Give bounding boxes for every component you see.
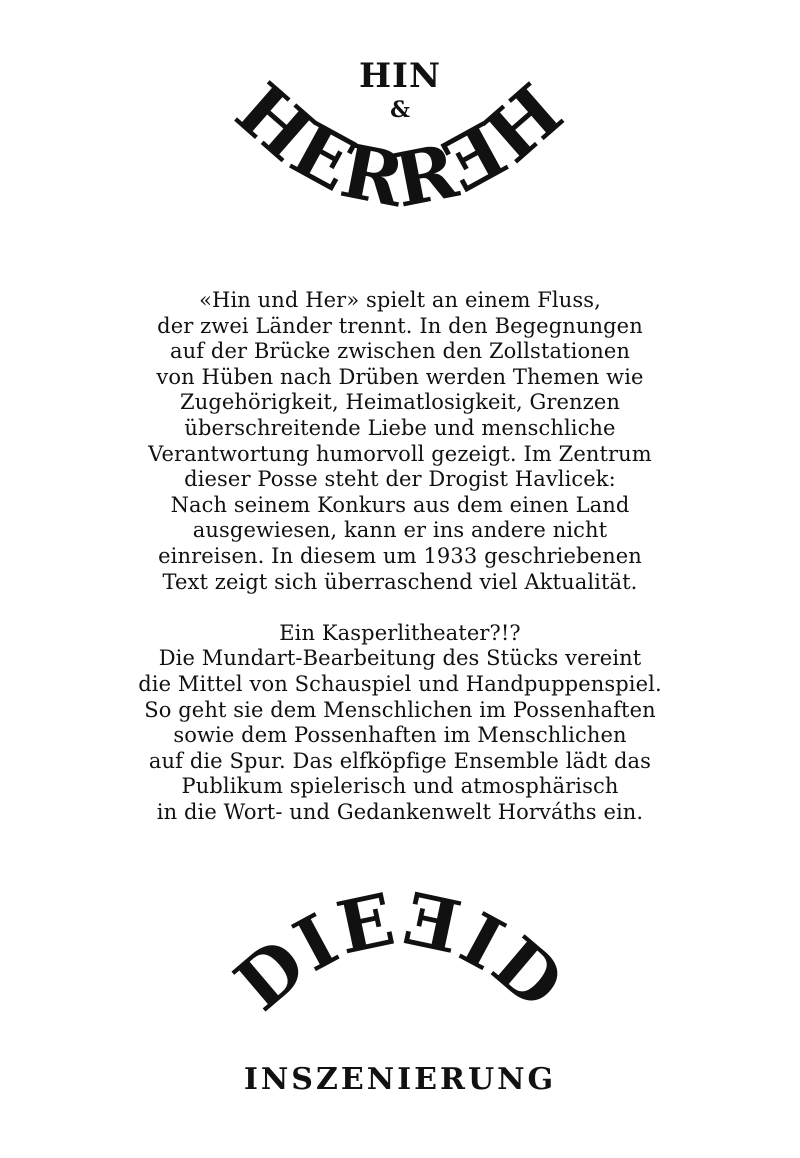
text-line: «Hin und Her» spielt an einem Fluss, [199,288,601,312]
text-line: Die Mundart-Bearbeitung des Stücks vereint [158,646,642,671]
paragraph-1 [40,288,760,595]
text-line: der zwei Länder trennt. In den Begegnungen [157,313,643,338]
paragraph-2 [40,621,760,826]
text-line: die Mittel von Schauspiel und Handpuppenspiel. [138,671,662,696]
text-line: Nach seinem Konkurs aus dem einen Land [170,492,630,517]
text-line: auf der Brücke zwischen den Zollstationen [170,339,630,364]
logo-ampersand: & [390,97,410,123]
text-line: einreisen. In diesem um 1933 geschriebenen [158,543,642,568]
logo-top-herreh [0,40,800,240]
text-line: überschreitende Liebe und menschliche [184,415,616,440]
herreh-arc-svg [0,40,800,240]
text-line: Text zeigt sich überraschend viel Aktualität. [162,569,638,594]
text-line: Ein Kasperlitheater?!? [279,620,521,645]
inszenierung-label: INSZENIERUNG [243,1062,557,1097]
logo-hin-text: HIN [358,56,442,96]
text-line: Zugehörigkeit, Heimatlosigkeit, Grenzen [180,390,620,415]
logo-bottom-dieeid [0,890,800,1060]
text-line: Verantwortung humorvoll gezeigt. Im Zentrum [148,441,652,466]
text-line: ausgewiesen, kann er ins andere nicht [192,518,608,543]
text-line: dieser Posse steht der Drogist Havlicek: [184,467,616,492]
description-text [40,288,760,825]
paragraph-gap [40,595,760,621]
text-line: von Hüben nach Drüben werden Themen wie [156,364,644,389]
herreh-arc-text: HERRƎH [219,67,581,225]
dieeid-arc-svg [0,890,800,1060]
text-line: auf die Spur. Das elfköpfige Ensemble lädt das [148,748,652,773]
text-line: Publikum spielerisch und atmosphärisch [181,774,619,799]
text-line: So geht sie dem Menschlichen im Possenhaften [144,697,656,722]
text-line: in die Wort- und Gedankenwelt Horváths ein. [156,799,644,824]
dieeid-arc-text: DIEƎID [218,890,582,1027]
text-line: sowie dem Possenhaften im Menschlichen [173,723,627,748]
